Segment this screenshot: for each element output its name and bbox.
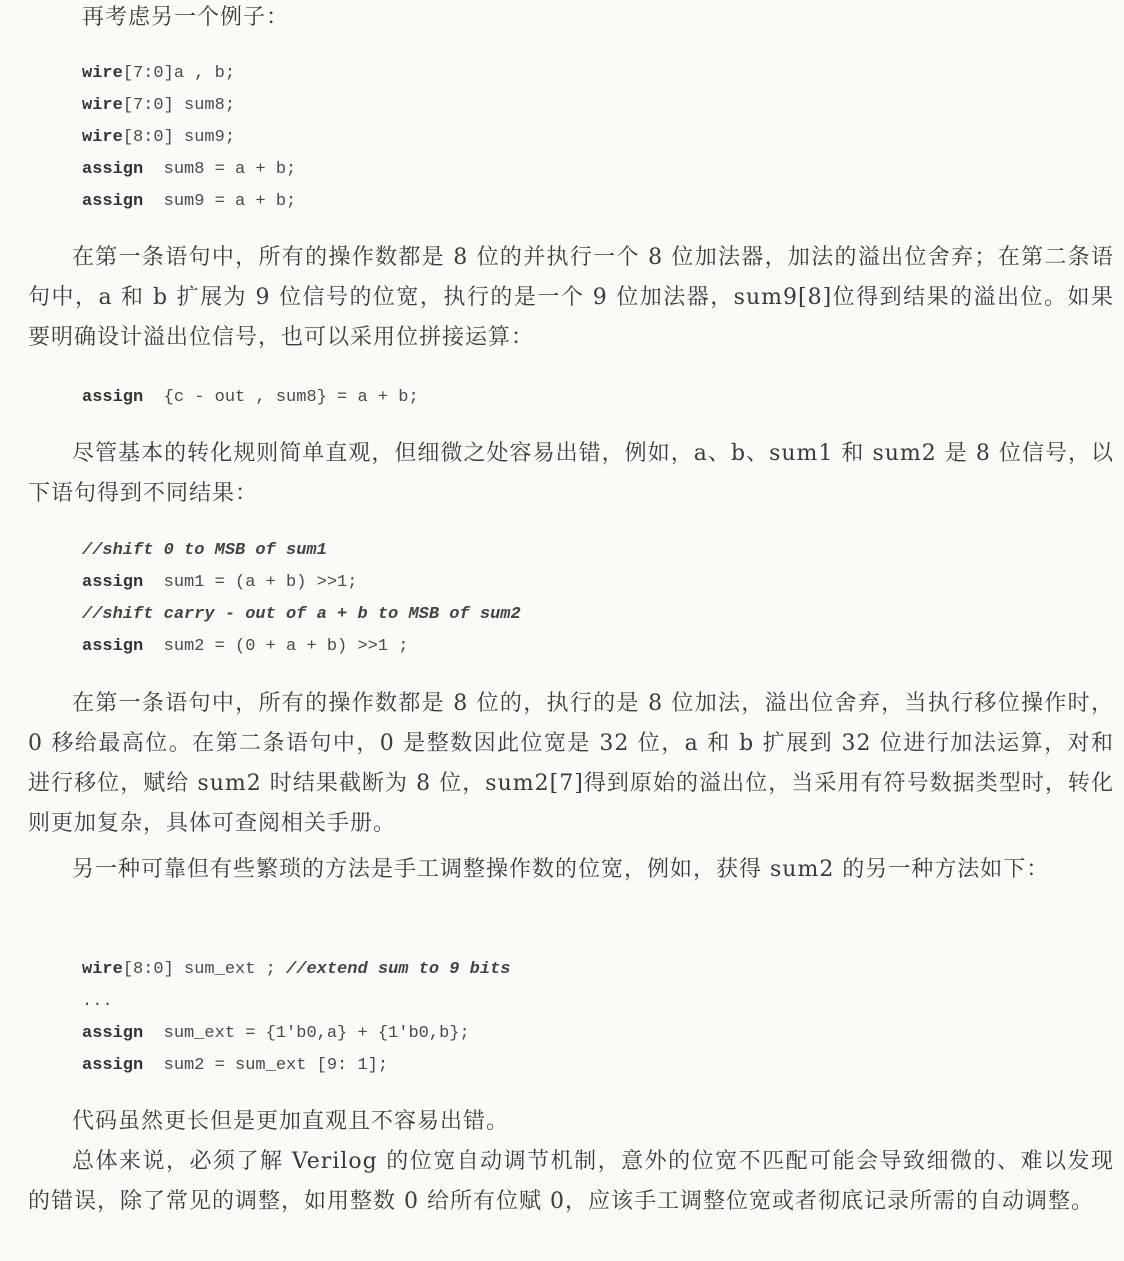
code-line bbox=[82, 567, 521, 599]
paragraph-4: 另一种可靠但有些繁琐的方法是手工调整操作数的位宽，例如，获得 sum2 的另一种方法如下： bbox=[72, 857, 1050, 882]
code-text: sum_ext = {1'b0,a} + {1'b0,b}; bbox=[143, 1024, 470, 1043]
code-line bbox=[82, 122, 296, 154]
code-line bbox=[82, 1050, 510, 1082]
code-line bbox=[82, 631, 521, 663]
code-line bbox=[82, 58, 296, 90]
code-text: ... bbox=[82, 992, 113, 1011]
code-text: {c - out , sum8} = a + b; bbox=[143, 388, 419, 407]
code-text: [7:0] sum8; bbox=[122, 96, 236, 115]
code-block-4 bbox=[82, 954, 510, 1082]
code-comment: //shift 0 to MSB of sum1 bbox=[82, 541, 327, 560]
code-line bbox=[82, 154, 296, 186]
code-block-2 bbox=[82, 382, 419, 414]
paragraph-2: 尽管基本的转化规则简单直观，但细微之处容易出错，例如，a、b、sum1 和 sum2 是 8 位信号，以下语句得到不同结果： bbox=[28, 441, 1114, 506]
code-text: sum2 = (0 + a + b) >>1 ; bbox=[143, 637, 409, 656]
code-line bbox=[82, 954, 510, 986]
code-keyword: assign bbox=[82, 1024, 144, 1043]
code-line bbox=[82, 986, 510, 1018]
code-comment: //extend sum to 9 bits bbox=[286, 960, 511, 979]
code-text: sum1 = (a + b) >>1; bbox=[143, 573, 358, 592]
code-keyword: assign bbox=[82, 573, 144, 592]
code-block-1 bbox=[82, 58, 296, 218]
code-line bbox=[82, 90, 296, 122]
code-line bbox=[82, 535, 521, 567]
code-line bbox=[82, 1018, 510, 1050]
code-keyword: assign bbox=[82, 388, 144, 407]
paragraph-3: 在第一条语句中，所有的操作数都是 8 位的，执行的是 8 位加法，溢出位舍弃，当执行移位操作时，0 移给最高位。在第二条语句中，0 是整数因此位宽是 32 位，a 和 b 扩展到 32 位进行加法运算，对和进行移位，赋给 sum2 时结果截断为 8 位，sum2[7]得到原始的溢出位，当采用有符号数据类型时，转化则更加复杂，具体可查阅相关手册。 bbox=[28, 691, 1114, 836]
intro-text: 再考虑另一个例子： bbox=[82, 5, 290, 30]
code-text: sum8 = a + b; bbox=[143, 160, 297, 179]
code-line bbox=[82, 186, 296, 218]
code-text: [8:0] sum_ext ; bbox=[122, 960, 287, 979]
code-keyword: wire bbox=[82, 128, 123, 147]
code-keyword: wire bbox=[82, 96, 123, 115]
code-comment: //shift carry - out of a + b to MSB of sum2 bbox=[82, 605, 521, 624]
code-text: [8:0] sum9; bbox=[122, 128, 236, 147]
code-keyword: assign bbox=[82, 192, 144, 211]
paragraph-1: 在第一条语句中，所有的操作数都是 8 位的并执行一个 8 位加法器，加法的溢出位舍弃；在第二条语句中，a 和 b 扩展为 9 位信号的位宽，执行的是一个 9 位加法器，sum9[8]位得到结果的溢出位。如果要明确设计溢出位信号，也可以采用位拼接运算： bbox=[28, 245, 1114, 350]
code-keyword: assign bbox=[82, 160, 144, 179]
paragraph-5: 代码虽然更长但是更加直观且不容易出错。 bbox=[72, 1109, 510, 1134]
code-text: sum9 = a + b; bbox=[143, 192, 297, 211]
code-keyword: assign bbox=[82, 637, 144, 656]
code-line bbox=[82, 599, 521, 631]
code-text: [7:0]a , b; bbox=[122, 64, 236, 83]
code-keyword: wire bbox=[82, 64, 123, 83]
code-line bbox=[82, 382, 419, 414]
code-keyword: wire bbox=[82, 960, 123, 979]
code-block-3 bbox=[82, 535, 521, 663]
code-keyword: assign bbox=[82, 1056, 144, 1075]
paragraph-6: 总体来说，必须了解 Verilog 的位宽自动调节机制，意外的位宽不匹配可能会导致细微的、难以发现的错误，除了常见的调整，如用整数 0 给所有位赋 0，应该手工调整位宽或者彻底记录所需的自动调整。 bbox=[28, 1149, 1114, 1214]
code-text: sum2 = sum_ext [9: 1]; bbox=[143, 1056, 389, 1075]
